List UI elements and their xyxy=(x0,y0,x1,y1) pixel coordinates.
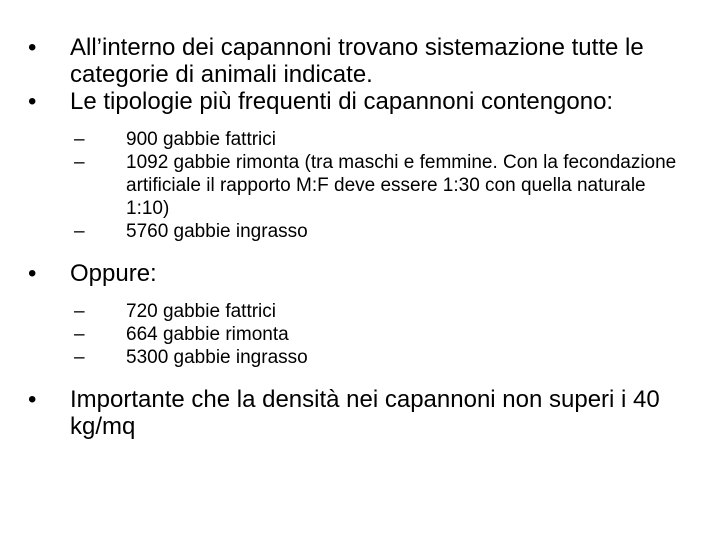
sub-item-text: 1092 gabbie rimonta (tra maschi e femmine. Con la fecondazione artificiale il rapporto M:F deve essere 1:30 con quella naturale 1:10) xyxy=(126,152,677,219)
sub-item xyxy=(26,346,678,369)
sub-item xyxy=(26,151,678,220)
bullet-item xyxy=(26,260,660,287)
bullet-item xyxy=(26,34,660,88)
bullet-item xyxy=(26,88,660,115)
dash-mark: – xyxy=(74,129,85,150)
bullet-mark: • xyxy=(28,34,37,61)
sub-item xyxy=(26,220,678,243)
dash-mark: – xyxy=(74,152,85,173)
dash-mark: – xyxy=(74,301,85,322)
dash-mark: – xyxy=(74,324,85,345)
sub-item-text: 900 gabbie fattrici xyxy=(126,129,276,150)
sub-item-text: 5760 gabbie ingrasso xyxy=(126,221,308,242)
sub-item-text: 5300 gabbie ingrasso xyxy=(126,347,308,368)
dash-mark: – xyxy=(74,347,85,368)
sub-item-text: 664 gabbie rimonta xyxy=(126,324,289,345)
sub-item xyxy=(26,128,678,151)
sub-item-text: 720 gabbie fattrici xyxy=(126,301,276,322)
sub-item xyxy=(26,323,678,346)
bullet-item xyxy=(26,386,660,440)
bullet-mark: • xyxy=(28,386,37,413)
sub-item xyxy=(26,300,678,323)
bullet-mark: • xyxy=(28,260,37,287)
slide-body xyxy=(26,34,706,440)
bullet-text: Le tipologie più frequenti di capannoni contengono: xyxy=(70,88,614,115)
dash-mark: – xyxy=(74,221,85,242)
bullet-text: Importante che la densità nei capannoni non superi i 40 kg/mq xyxy=(70,386,660,440)
bullet-mark: • xyxy=(28,88,37,115)
bullet-text: Oppure: xyxy=(70,260,157,287)
bullet-text: All’interno dei capannoni trovano sistemazione tutte le categorie di animali indicate. xyxy=(70,34,644,88)
